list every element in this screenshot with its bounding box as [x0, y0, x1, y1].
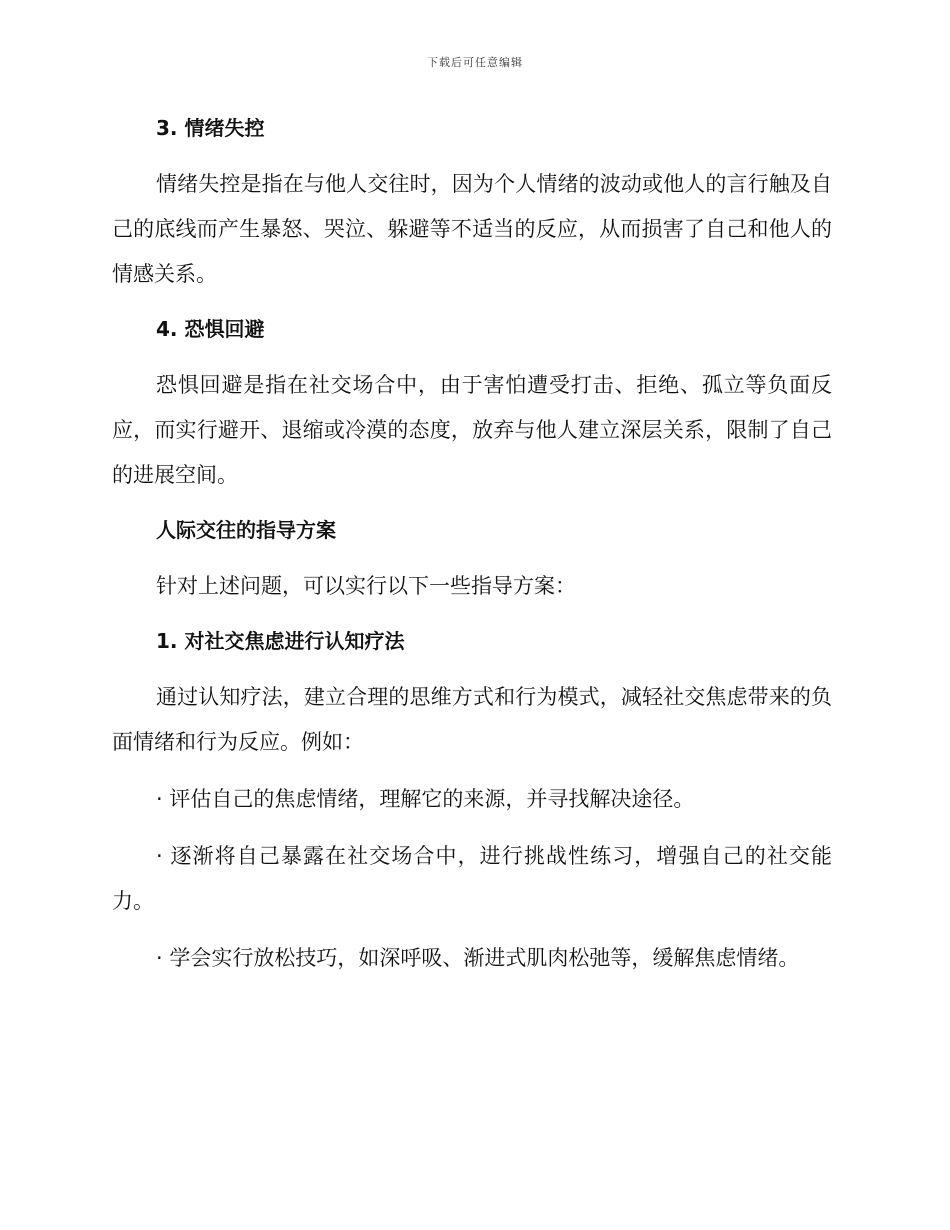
- section-heading-fear-avoidance: 4. 恐惧回避: [156, 317, 265, 341]
- document-body: [112, 108, 832, 993]
- section-heading-guidance-plan: 人际交往的指导方案: [156, 518, 336, 542]
- page-header: 下载后可任意编辑: [427, 56, 523, 69]
- list-item: · 逐渐将自己暴露在社交场合中，进行挑战性练习，增强自己的社交能力。: [112, 844, 832, 913]
- paragraph-fear-avoidance: 恐惧回避是指在社交场合中，由于害怕遭受打击、拒绝、孤立等负面反应，而实行避开、退缩或冷漠的态度，放弃与他人建立深层关系，限制了自己的进展空间。: [112, 373, 832, 487]
- paragraph-guidance-intro: 针对上述问题，可以实行以下一些指导方案：: [156, 574, 576, 598]
- paragraph-cognitive-therapy: 通过认知疗法，建立合理的思维方式和行为模式，减轻社交焦虑带来的负面情绪和行为反应。例如：: [112, 685, 832, 754]
- section-heading-emotional-loss-of-control: 3. 情绪失控: [156, 116, 265, 140]
- paragraph-emotional-loss-of-control: 情绪失控是指在与他人交往时，因为个人情绪的波动或他人的言行触及自己的底线而产生暴怒、哭泣、躲避等不适当的反应，从而损害了自己和他人的情感关系。: [112, 172, 832, 286]
- list-item: · 学会实行放松技巧，如深呼吸、渐进式肌肉松弛等，缓解焦虑情绪。: [156, 946, 800, 970]
- section-heading-cognitive-therapy: 1. 对社交焦虑进行认知疗法: [156, 629, 405, 653]
- list-item: · 评估自己的焦虑情绪，理解它的来源，并寻找解决途径。: [156, 787, 695, 811]
